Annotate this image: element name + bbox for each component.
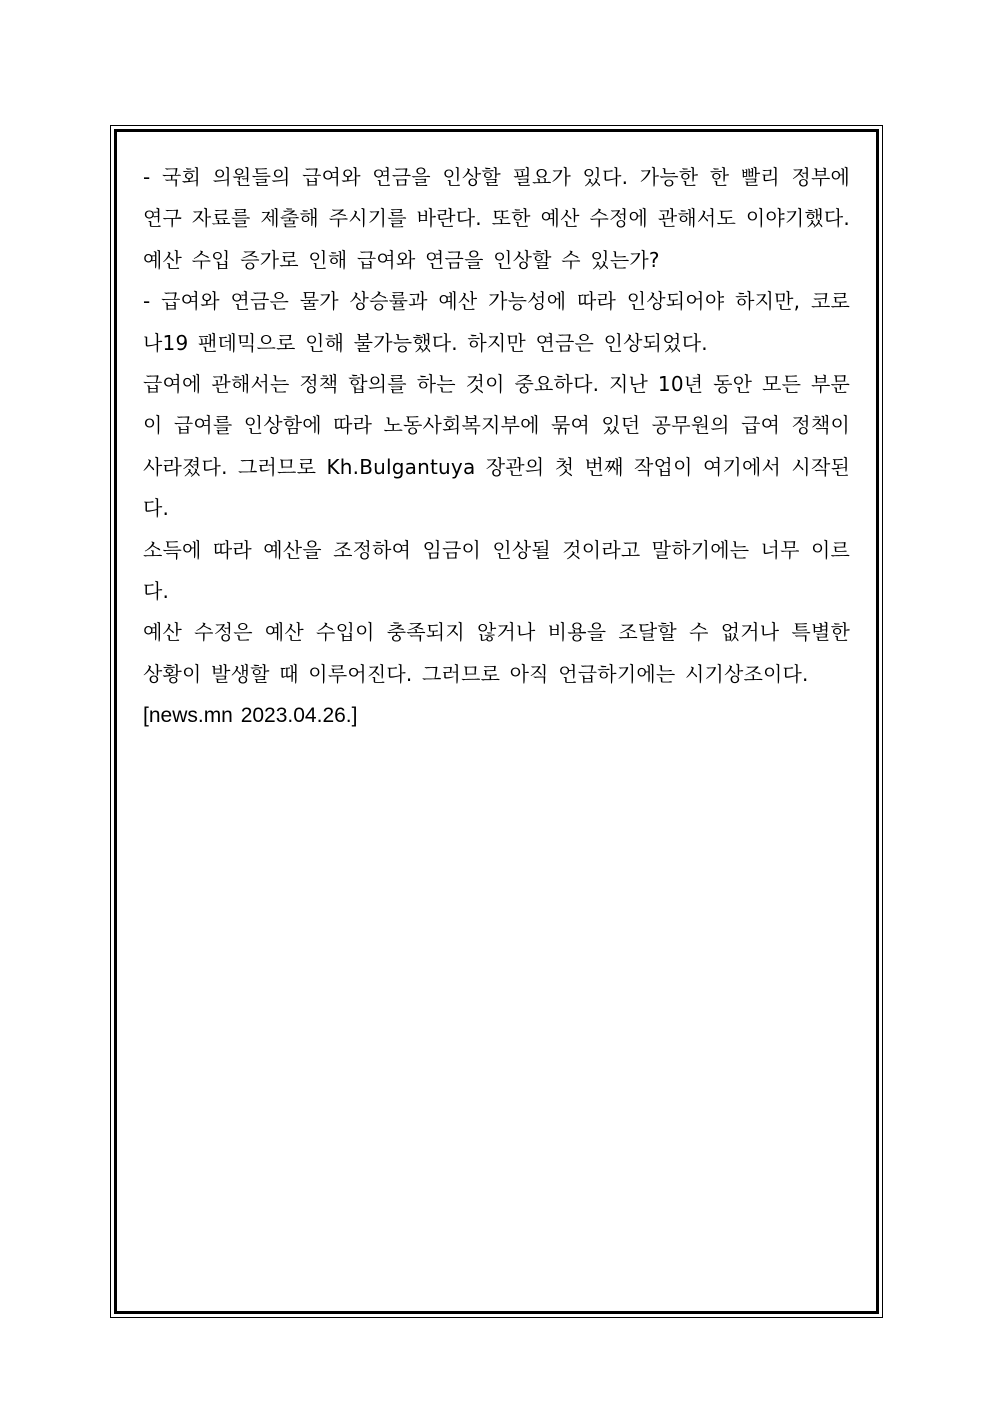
paragraph-answer: - 급여와 연금은 물가 상승률과 예산 가능성에 따라 인상되어야 하지만, 코로나19 팬데믹으로 인해 불가능했다. 하지만 연금은 인상되었다.	[143, 289, 850, 355]
document-body	[143, 157, 850, 737]
paragraph-budget-revision: 예산 수정은 예산 수입이 충족되지 않거나 비용을 조달할 수 없거나 특별한 상황이 발생할 때 이루어진다. 그러므로 아직 언급하기에는 시기상조이다.	[143, 620, 850, 686]
source-citation: [news.mn 2023.04.26.]	[143, 704, 358, 728]
paragraph-policy: 급여에 관해서는 정책 합의를 하는 것이 중요하다. 지난 10년 동안 모든 부문이 급여를 인상함에 따라 노동사회복지부에 묶여 있던 공무원의 급여 정책이 사라졌다. 그러므로 Kh.Bulgantuya 장관의 첫 번째 작업이 여기에서 시작된다.	[143, 372, 850, 521]
paragraph-income: 소득에 따라 예산을 조정하여 임금이 인상될 것이라고 말하기에는 너무 이르다.	[143, 537, 850, 604]
paragraph-question: - 국회 의원들의 급여와 연금을 인상할 필요가 있다. 가능한 한 빨리 정부에 연구 자료를 제출해 주시기를 바란다. 또한 예산 수정에 관해서도 이야기했다. 예산 수입 증가로 인해 급여와 연금을 인상할 수 있는가?	[143, 165, 850, 272]
